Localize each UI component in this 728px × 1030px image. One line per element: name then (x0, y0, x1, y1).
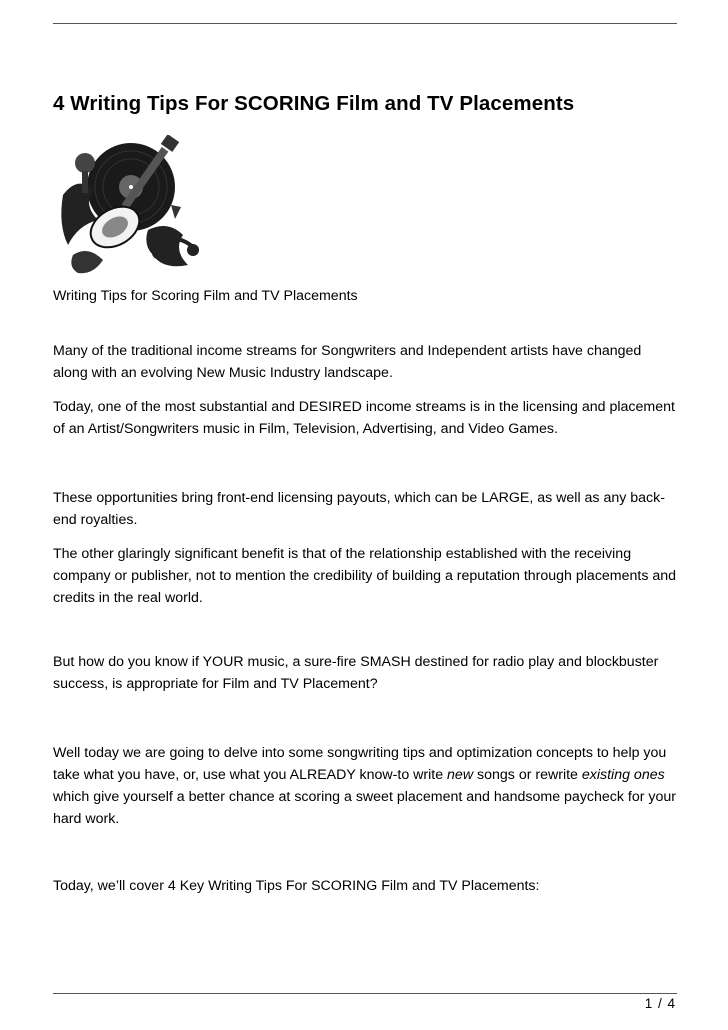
paragraph: Today, one of the most substantial and DESIRED income streams is in the licensing and placement of an Artist/Songwriters music in Film, Television, Advertising, and Video Games. (53, 399, 675, 437)
paragraph: Today, we’ll cover 4 Key Writing Tips For SCORING Film and TV Placements: (53, 878, 540, 894)
emphasis-text: existing ones (581, 767, 665, 783)
paragraph-text: Well today we are going to delve into some songwriting tips and optimization concepts to help you take what you have, or, use what you ALREADY know-to write (53, 745, 667, 783)
paragraph: But how do you know if YOUR music, a sure-fire SMASH destined for radio play and blockbuster success, is appropriate for Film and TV Placement? (53, 654, 659, 692)
music-collage-image (53, 135, 203, 280)
paragraph (53, 742, 677, 830)
paragraph: The other glaringly significant benefit is that of the relationship established with the receiving company or publisher, not to mention the credibility of building a reputation through placements and credits in the real world. (53, 546, 677, 606)
document-subtitle: Writing Tips for Scoring Film and TV Placements (53, 288, 358, 304)
paragraph: Many of the traditional income streams for Songwriters and Independent artists have changed along with an evolving New Music Industry landscape. (53, 343, 642, 381)
page-number: 1 / 4 (644, 996, 676, 1011)
header-rule (53, 23, 677, 24)
paragraph-text: songs or rewrite (473, 767, 582, 783)
document-title: 4 Writing Tips For SCORING Film and TV Placements (53, 92, 575, 115)
footer-rule (53, 993, 677, 994)
paragraph: These opportunities bring front-end licensing payouts, which can be LARGE, as well as any back-end royalties. (53, 490, 665, 528)
paragraph-text: which give yourself a better chance at scoring a sweet placement and handsome paycheck for your hard work. (53, 789, 677, 827)
emphasis-text: new (447, 767, 474, 783)
